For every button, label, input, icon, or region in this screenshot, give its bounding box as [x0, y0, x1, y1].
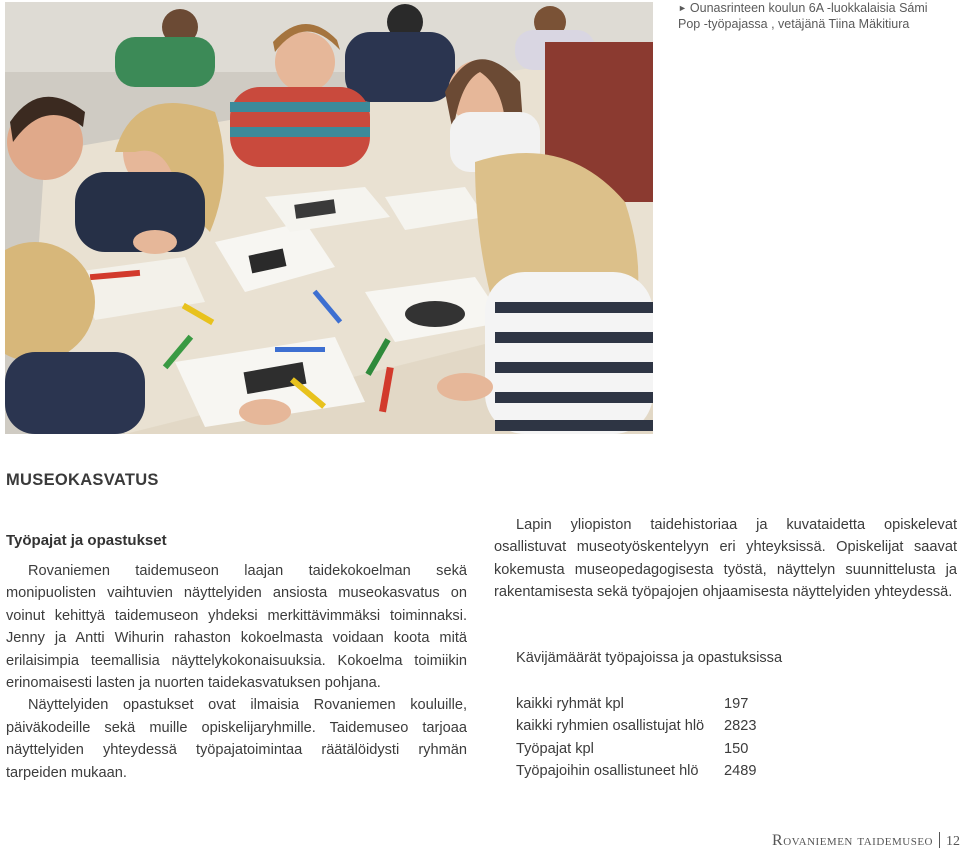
hand-front [437, 373, 493, 401]
section-title: MUSEOKASVATUS [6, 471, 159, 489]
kid-back-2-body [345, 32, 455, 102]
stats-value: 2489 [724, 763, 757, 780]
workshop-photo [5, 2, 653, 434]
stats-value: 150 [724, 740, 749, 757]
caption-text: Ounasrinteen koulun 6A -luokkalaisia Sámi Pop -työpajassa , vetäjänä Tiina Mäkitiura [678, 1, 928, 31]
stats-title: Kävijämäärät työpajoissa ja opastuksissa [516, 650, 783, 666]
stripe-1 [495, 302, 653, 313]
left-paragraph-1: Rovaniemen taidemuseon laajan taidekokoelman sekä monipuolisten vaihtuvien näyttelyiden ansiosta museokasvatus on voinut kehittyä taidemuseon yhdeksi merkittävimmäksi toiminnaksi. Jenny ja Antti Wihurin rahaston kokoelmasta voidaan koota mitä erilaisimpia teemallisia näyttelykokonaisuuksia. Kokoelma toimiikin erinomaisesti lasten ja nuorten taidekasvatuksen pohjana. [6, 563, 467, 692]
footer-brand: Rovaniemen taidemuseo [772, 832, 933, 849]
right-paragraph: Lapin yliopiston taidehistoriaa ja kuvataidetta opiskelevat osallistuvat museotyöskentelyyn eri yhteyksissä. Opiskelijat saavat kokemusta museopedagogisesta työstä, näyttelyn suunnittelusta ja rakentamisesta sekä työpajojen ohjaamisesta näyttelyiden yhteydessä. [494, 517, 957, 601]
stats-row [516, 715, 756, 737]
page-footer [700, 832, 960, 850]
stats-row [516, 693, 756, 715]
kid-bottom-left-shirt [5, 352, 145, 434]
stripe-3 [495, 362, 653, 373]
hand-bottom [239, 399, 291, 425]
stats-value: 2823 [724, 718, 757, 735]
kid-middle-stripe-1 [230, 102, 370, 112]
page-number: 12 [946, 834, 960, 849]
marker-blue [275, 347, 325, 352]
stats-label: kaikki ryhmät kpl [516, 696, 624, 712]
kid-back-1-body [115, 37, 215, 87]
stripe-4 [495, 392, 653, 403]
sub-heading: Työpajat ja opastukset [6, 532, 167, 549]
stats-value: 197 [724, 696, 749, 712]
left-paragraph-2: Näyttelyiden opastukset ovat ilmaisia Rovaniemen kouluille, päiväkodeille sekä muille opiskelijaryhmille. Taidemuseo tarjoaa näyttelyiden yhteydessä työpajatoimintaa räätälöidysti ryhmän tarpeiden mukaan. [6, 697, 467, 781]
kid-front-shirt [485, 272, 653, 434]
stats-row [516, 760, 756, 782]
stripe-5 [495, 420, 653, 431]
photo-illustration [5, 2, 653, 434]
footer-divider [939, 832, 940, 848]
stats-label: kaikki ryhmien osallistujat hlö [516, 718, 705, 735]
caption-arrow-icon: ► [678, 3, 687, 13]
stats-row [516, 738, 756, 760]
right-column [494, 514, 957, 604]
hand-left [133, 230, 177, 254]
photo-caption [678, 0, 940, 32]
kid-middle-stripe-2 [230, 127, 370, 137]
stats-label: Työpajoihin osallistuneet hlö [516, 763, 699, 780]
stripe-2 [495, 332, 653, 343]
paper-2-print [405, 301, 465, 327]
stats-label: Työpajat kpl [516, 740, 594, 757]
left-column [6, 560, 467, 784]
stats-table [516, 693, 756, 783]
